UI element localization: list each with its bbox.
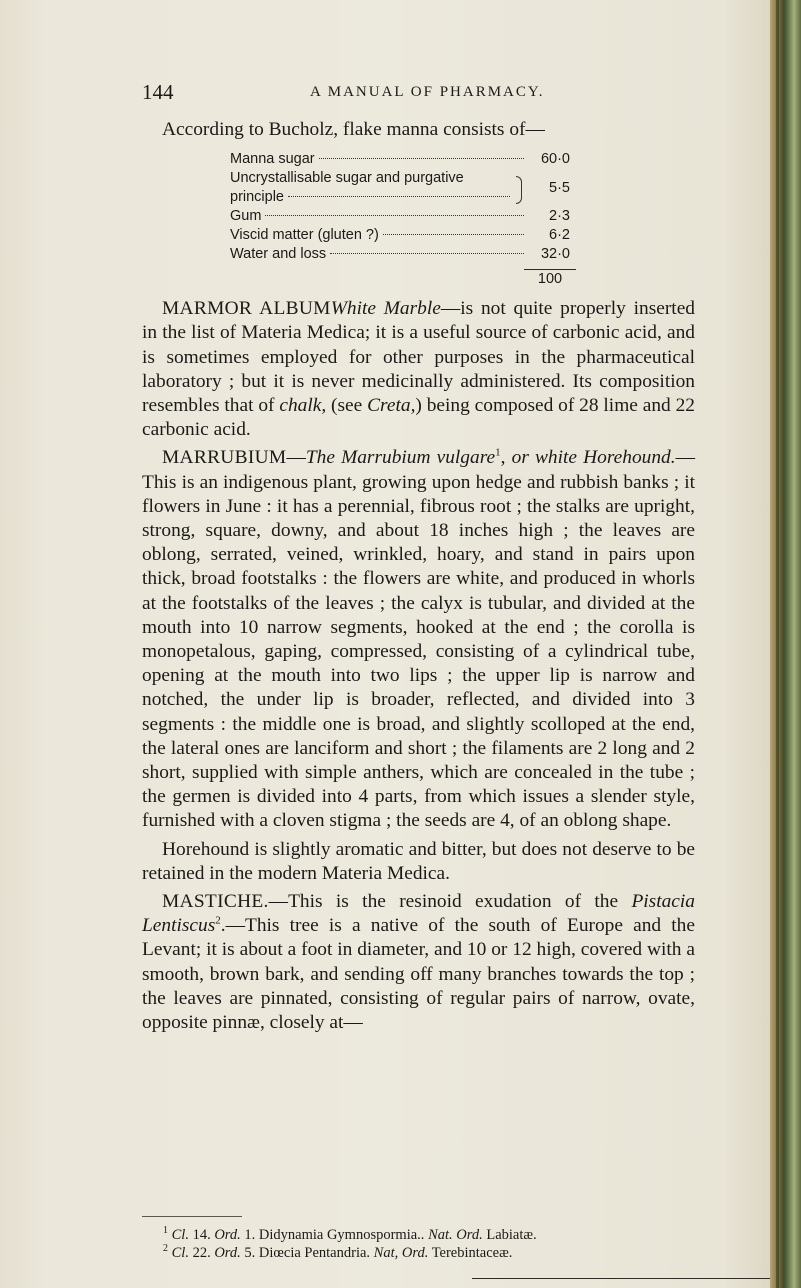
footnote-mark: 2 — [163, 1243, 168, 1255]
entry-term: MASTICHE. — [162, 891, 269, 913]
entry-text: —This is the resinoid exudation of the — [268, 891, 632, 913]
composition-table — [230, 150, 570, 289]
composition-name: Uncrystallisable sugar and purgative — [230, 170, 464, 187]
composition-row-group — [230, 169, 570, 207]
footnote-nat-text: Labiatæ. — [486, 1227, 537, 1243]
composition-row — [230, 245, 570, 264]
entry-marrubium: MARRUBIUM—The Marrubium vulgare$^1$, or white Horehound.—This is an indigenous plant, growing upon hedge and rubbish banks ; it flowers in June : it has a perennial, fibrous root ; the stalks are upright, strong, square, downy, and about 18 inches high ; the leaves are oblong, serrated, veined, wrinkled, hoary, and stand in pairs upon thick, broad footstalks : the flowers are white, and produced in whorls at the footstalks of the leaves ; the calyx is tubular, and divided at the mouth into 10 narrow segments, hooked at the end ; the corolla is monopetalous, gaping, compressed, consisting of a cylindrical tube, opening at the mouth into two lips ; the upper lip is narrow and notched, the under lip is broader, reflected, and divided into 3 segments : the middle one is broad, and slightly scolloped at the end, the lateral ones are lanciform and short ; the filaments are 2 long and 2 short, supplied with simple anthers, which are concealed in the tube ; the germen is divided into 4 parts, from which issues a slender style, furnished with a cloven stigma ; the seeds are 4, of an oblong shape. — [142, 446, 695, 832]
composition-row — [230, 188, 514, 207]
composition-value: 32·0 — [540, 246, 570, 263]
footnote-ref: 2 — [215, 914, 221, 927]
entry-italic-creta: Creta, — [367, 395, 416, 417]
entry-italic: Pistacia Lentiscus — [142, 891, 695, 937]
footnote-ord-text: 5. Diœcia Pentandria. — [244, 1245, 371, 1261]
entry-marrubium-cont: Horehound is slightly aromatic and bitter, but does not deserve to be retained in the modern Materia Medica. — [142, 838, 695, 884]
footnote-ord: Ord. — [214, 1227, 241, 1243]
composition-name: Manna sugar — [230, 151, 315, 168]
footnote-nat: Nat, Ord. — [373, 1245, 429, 1261]
footnote-divider — [142, 1216, 242, 1217]
entry-mastiche — [142, 890, 695, 1035]
footnote-cl: Cl. — [171, 1227, 189, 1243]
composition-value: 5·5 — [514, 179, 570, 198]
entry-text: ) being composed of 28 lime and 22 carbonic acid. — [142, 395, 695, 441]
composition-value: 6·2 — [549, 227, 570, 244]
entry-text: —This is an indigenous plant, growing upon hedge and rubbish banks ; it flowers in June : it has a perennial, fibrous root ; the stalks are upright, strong, square, downy, and about 18 inches high ; the leaves are oblong, serrated, veined, wrinkled, hoary, and stand in pairs upon thick, broad footstalks : the flowers are white, and produced in whorls at the footstalks of the leaves ; the calyx is tubular, and divided at the mouth into 10 narrow segments, hooked at the end ; the corolla is monopetalous, gaping, compressed, consisting of a cylindrical tube, opening at the mouth into two lips ; the upper lip is narrow and notched, the under lip is broader, reflected, and divided into 3 segments : the middle one is broad, and slightly scolloped at the end, the lateral ones are lanciform and short ; the filaments are 2 long and 2 short, supplied with simple anthers, which are concealed in the tube ; the germen is divided into 4 parts, from which issues a slender style, furnished with a cloven stigma ; the seeds are 4, of an oblong shape. — [142, 447, 695, 832]
entry-italic-chalk: chalk, — [279, 395, 327, 417]
leader-dots — [330, 253, 524, 254]
composition-total: 100 — [537, 271, 563, 288]
composition-name: Water and loss — [230, 246, 327, 263]
group-names — [230, 169, 514, 207]
composition-row — [230, 169, 514, 188]
composition-row — [230, 226, 570, 245]
composition-value: 60·0 — [540, 151, 570, 168]
bottom-rule — [472, 1278, 770, 1279]
footnote-ord-text: 1. Didynamia Gymnospormia.. — [244, 1227, 425, 1243]
composition-name: Gum — [230, 208, 262, 225]
footnote-cl-num: 22. — [192, 1245, 211, 1261]
composition-row — [230, 207, 570, 226]
footnote-nat: Nat. Ord. — [428, 1227, 483, 1243]
entry-term: MARRUBIUM — [162, 447, 287, 469]
entry-text: .—This tree is a native of the south of Europe and the Levant; it is about a foot in diameter, and 10 or 12 high, covered with a smooth, brown bark, and sending off many branches towards the top ; the leaves are pinnated, consisting of regular pairs of narrow, ovate, opposite pinnæ, closely at— — [142, 915, 695, 1034]
body-text — [142, 118, 695, 1035]
leader-dots — [265, 215, 524, 216]
footnote-nat-text: Terebintaceæ. — [431, 1245, 513, 1261]
entry-italic: or white Horehound. — [511, 447, 676, 469]
footnote-cl: Cl. — [171, 1245, 189, 1261]
leader-dots — [383, 234, 524, 235]
footnotes — [163, 1226, 703, 1262]
footnote-ref: 1 — [495, 446, 501, 459]
entry-italic: The Marrubium vulgare — [305, 447, 496, 469]
entry-text: (see — [326, 395, 368, 417]
composition-value: 2·3 — [549, 208, 570, 225]
composition-name-cont: principle — [230, 189, 284, 206]
entry-text: —is not quite properly inserted in the list of Materia Medica; it is a useful source of carbonic acid, and is sometimes employed for other purposes in the pharmaceutical laboratory ; but it is never medicinally administered. Its composition resembles that of — [142, 298, 695, 417]
intro-line: According to Bucholz, flake manna consists of— — [162, 119, 545, 140]
entry-italic: White Marble — [330, 298, 441, 320]
footnote-ord: Ord. — [214, 1245, 241, 1261]
footnote — [163, 1244, 703, 1262]
page-header — [0, 80, 770, 110]
entry-marmor-album — [142, 297, 695, 442]
composition-row — [230, 150, 570, 169]
composition-name: Viscid matter (gluten ?) — [230, 227, 379, 244]
footnote-mark: 1 — [163, 1225, 168, 1237]
book-binding-edge — [770, 0, 801, 1288]
page-number: 144 — [142, 80, 174, 104]
entry-term: MARMOR ALBUM — [162, 298, 331, 320]
leader-dots — [319, 158, 524, 159]
running-head: A MANUAL OF PHARMACY. — [310, 84, 545, 100]
footnote — [163, 1226, 703, 1244]
footnote-cl-num: 14. — [192, 1227, 211, 1243]
leader-dots — [288, 196, 510, 197]
